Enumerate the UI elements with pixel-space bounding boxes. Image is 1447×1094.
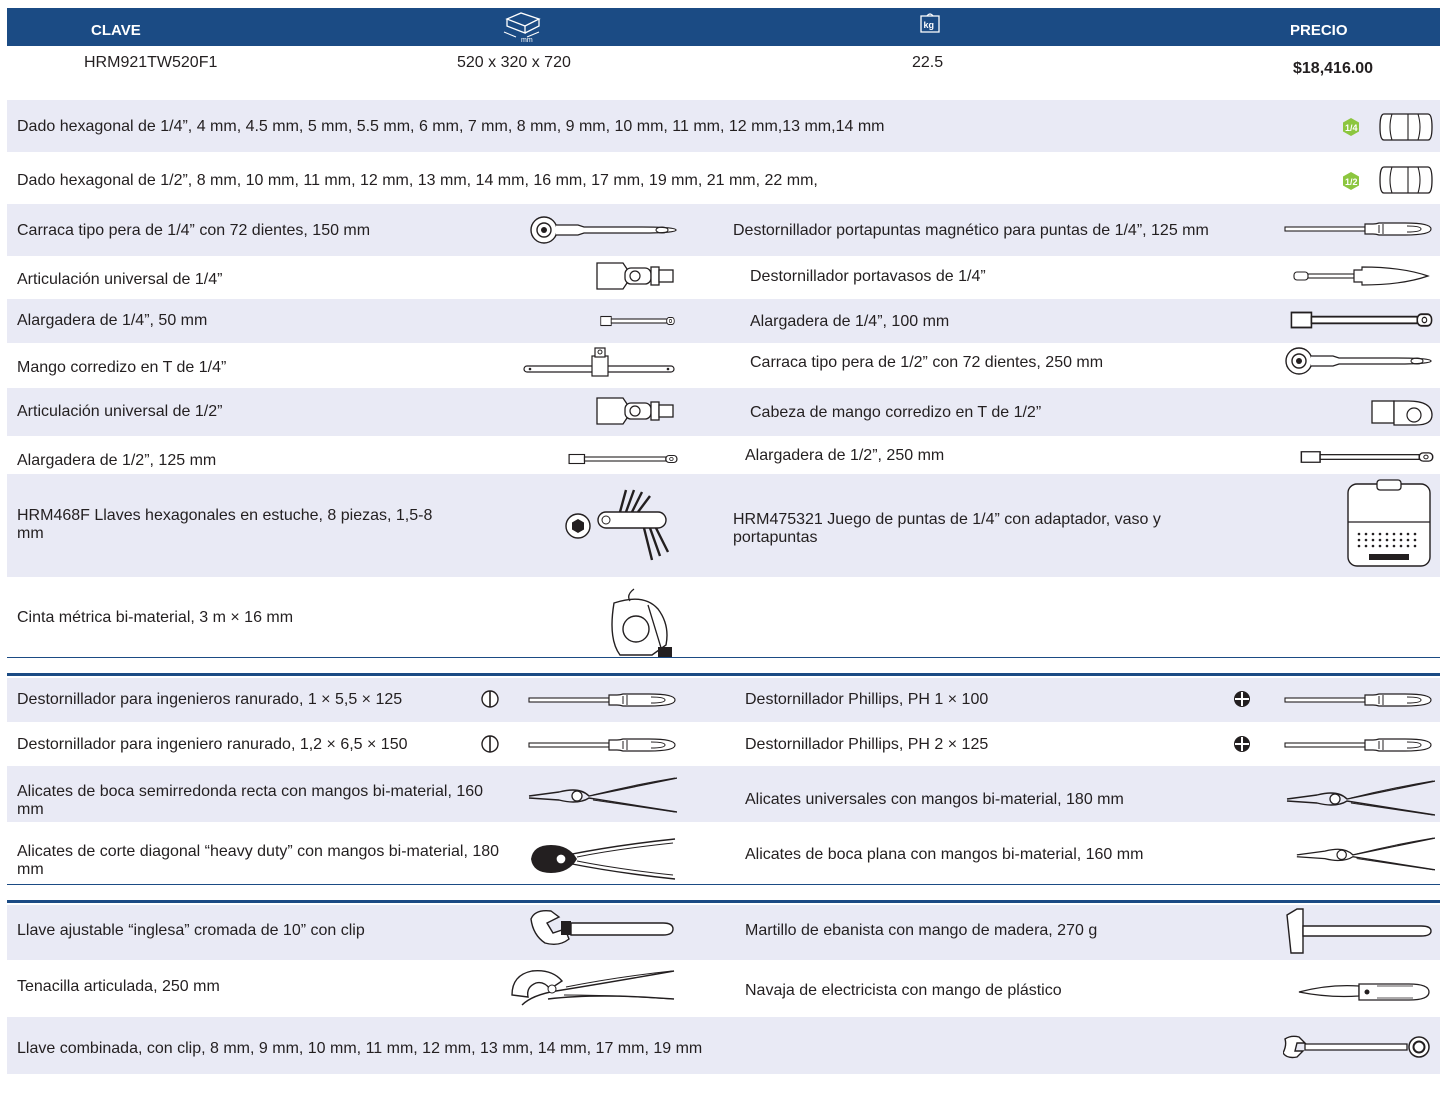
box-dimensions-icon: [499, 11, 545, 48]
svg-text:kg: kg: [923, 20, 935, 30]
section-divider: [7, 657, 1440, 658]
groove-joint-pliers-icon: [508, 965, 678, 1009]
sliding-t-head-icon: [1370, 395, 1434, 429]
item-text: Mango corredizo en T de 1/4”: [17, 359, 227, 376]
hex-key-set-icon: [560, 486, 680, 566]
slotted-tip-icon: [480, 689, 500, 709]
pliers-icon: [1295, 833, 1435, 873]
item-text: Destornillador portapuntas magnético para puntas de 1/4”, 125 mm: [733, 222, 1209, 239]
item-text: Dado hexagonal de 1/4”, 4 mm, 4.5 mm, 5 mm, 5.5 mm, 6 mm, 7 mm, 8 mm, 9 mm, 10 mm, 11 mm, 12 mm,13 mm,14 mm: [17, 118, 885, 135]
pliers-icon: [1285, 777, 1435, 817]
item-text: Alargadera de 1/4”, 50 mm: [17, 312, 208, 329]
item-text: Destornillador Phillips, PH 1 × 100: [745, 691, 989, 708]
product-weight: 22.5: [912, 54, 944, 71]
item-text: Cabeza de mango corredizo en T de 1/2”: [750, 404, 1042, 421]
item-text: Cinta métrica bi-material, 3 m × 16 mm: [17, 609, 294, 626]
item-text: Tenacilla articulada, 250 mm: [17, 978, 220, 995]
item-text: HRM475321 Juego de puntas de 1/4” con adaptador, vaso y portapuntas: [733, 511, 1161, 546]
ratchet-icon: [1283, 346, 1433, 376]
item-text: Articulación universal de 1/4”: [17, 271, 223, 288]
combination-wrench-icon: [1283, 1034, 1433, 1060]
item-text: Alicates de boca semirredonda recta con mangos bi-material, 160 mm: [17, 783, 484, 818]
item-text: Carraca tipo pera de 1/4” con 72 dientes, 150 mm: [17, 222, 371, 239]
extension-bar-icon: [1290, 310, 1433, 330]
item-text: Destornillador para ingeniero ranurado, 1,2 × 6,5 × 150: [17, 736, 408, 753]
product-price: $18,416.00: [1293, 60, 1374, 77]
diagonal-cutter-icon: [527, 837, 677, 881]
ratchet-icon: [528, 215, 678, 245]
screwdriver-icon: [1283, 737, 1433, 753]
row-plain: [7, 436, 1440, 474]
svg-text:1/2: 1/2: [1345, 177, 1358, 187]
item-text: Alargadera de 1/2”, 125 mm: [17, 452, 217, 469]
item-text: Destornillador para ingenieros ranurado, 1 × 5,5 × 125: [17, 691, 403, 708]
row-plain: [7, 960, 1440, 1017]
phillips-tip-icon: [1232, 734, 1252, 754]
screwdriver-icon: [1283, 221, 1433, 237]
t-bar-handle-icon: [522, 345, 676, 379]
section-divider: [7, 900, 1440, 903]
socket-icon: [1378, 111, 1434, 143]
item-text: Destornillador Phillips, PH 2 × 125: [745, 736, 989, 753]
item-text: Llave combinada, con clip, 8 mm, 9 mm, 10 mm, 11 mm, 12 mm, 13 mm, 14 mm, 17 mm, 19 mm: [17, 1040, 703, 1057]
item-text: Articulación universal de 1/2”: [17, 403, 223, 420]
item-text: Alicates de boca plana con mangos bi-material, 160 mm: [745, 846, 1144, 863]
table-header: [7, 8, 1440, 46]
hammer-icon: [1283, 907, 1433, 955]
electrician-knife-icon: [1297, 978, 1433, 1006]
item-text: Navaja de electricista con mango de plástico: [745, 982, 1062, 999]
item-text: Martillo de ebanista con mango de madera, 270 g: [745, 922, 1098, 939]
adjustable-wrench-icon: [527, 907, 677, 951]
hex-badge-quarter-icon: [1341, 117, 1361, 137]
item-text: Alargadera de 1/4”, 100 mm: [750, 313, 950, 330]
item-text: Carraca tipo pera de 1/2” con 72 dientes, 250 mm: [750, 354, 1104, 371]
socket-icon: [1378, 164, 1434, 196]
slotted-tip-icon: [480, 734, 500, 754]
screwdriver-icon: [527, 692, 677, 708]
screwdriver-icon: [1283, 692, 1433, 708]
item-text: Alicates universales con mangos bi-material, 180 mm: [745, 791, 1124, 808]
extension-bar-icon: [568, 453, 678, 465]
item-text: Alicates de corte diagonal “heavy duty” con mangos bi-material, 180 mm: [17, 843, 500, 878]
phillips-tip-icon: [1232, 689, 1252, 709]
universal-joint-icon: [595, 394, 675, 428]
item-text: HRM468F Llaves hexagonales en estuche, 8 piezas, 1,5-8 mm: [17, 507, 433, 542]
universal-joint-icon: [595, 259, 675, 293]
socket-screwdriver-icon: [1292, 264, 1433, 288]
svg-text:1/4: 1/4: [1345, 123, 1358, 133]
clave-header: CLAVE: [91, 22, 141, 39]
section-divider: [7, 884, 1440, 885]
item-text: Destornillador portavasos de 1/4”: [750, 268, 986, 285]
extension-bar-icon: [600, 315, 675, 327]
extension-bar-icon: [1300, 450, 1434, 464]
screwdriver-icon: [527, 737, 677, 753]
section-divider: [7, 673, 1440, 676]
bit-set-case-icon: [1345, 478, 1433, 570]
item-text: Alargadera de 1/2”, 250 mm: [745, 447, 945, 464]
item-text: Dado hexagonal de 1/2”, 8 mm, 10 mm, 11 mm, 12 mm, 13 mm, 14 mm, 16 mm, 17 mm, 19 mm, 21 mm, 22 mm,: [17, 172, 818, 189]
product-dimensions: 520 x 320 x 720: [457, 54, 571, 71]
precio-header: PRECIO: [1290, 22, 1348, 39]
row-shade: [7, 299, 1440, 343]
pliers-icon: [527, 774, 677, 814]
weight-kg-icon: [918, 11, 942, 40]
tape-measure-icon: [604, 585, 676, 659]
product-clave: HRM921TW520F1: [84, 54, 218, 71]
svg-text:mm: mm: [521, 37, 533, 43]
item-text: Llave ajustable “inglesa” cromada de 10” con clip: [17, 922, 365, 939]
hex-badge-half-icon: [1341, 171, 1361, 191]
